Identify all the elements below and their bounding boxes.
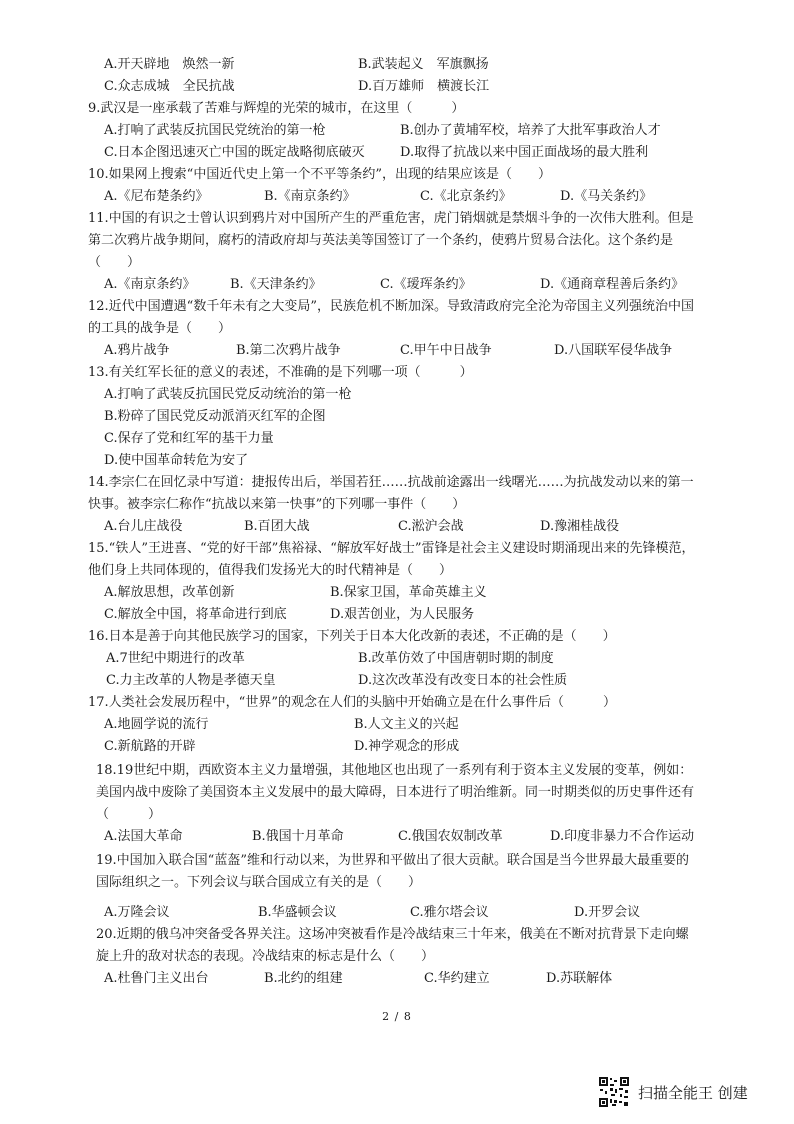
q20-option-c: C.华约建立 xyxy=(424,971,490,986)
q12-stem: 12.近代中国遭遇“数千年未有之大变局”，民族危机不断加深。导致清政府完全沦为帝国主义列强统治中国的工具的战争是（ ） xyxy=(88,299,694,336)
q10-option-row xyxy=(104,186,704,208)
q15-option-b: B.保家卫国，革命英雄主义 xyxy=(330,585,487,600)
q18-stem: 18.19世纪中期，西欧资本主义力量增强，其他地区也出现了一系列有利于资本主义发展的变革，例如：美国内战中废除了美国资本主义发展中的最大障碍，日本进行了明治维新。同一时期类似的历史事件还有（ ） xyxy=(96,763,695,822)
q20-option-b: B.北约的组建 xyxy=(264,971,343,986)
qr-code-icon xyxy=(598,1076,630,1108)
q13-option-b-row xyxy=(104,406,704,428)
q16-option-a: A.7世纪中期进行的改革 xyxy=(106,651,245,666)
q8-option-b: B.武装起义 军旗飘扬 xyxy=(358,57,489,72)
q13-option-c-row xyxy=(104,428,704,450)
q11-option-c: C.《瑷珲条约》 xyxy=(380,277,472,292)
q9-stem: 9.武汉是一座承载了苦难与辉煌的光荣的城市，在这里（ ） xyxy=(88,101,465,116)
q15-stem: 15.“铁人”王进喜、“党的好干部”焦裕禄、“解放军好战士”雷锋是社会主义建设时期涌现出来的先锋模范，他们身上共同体现的，值得我们发扬光大的时代精神是（ ） xyxy=(88,541,695,578)
q8-option-c: C.众志成城 全民抗战 xyxy=(104,79,235,94)
scanner-watermark: 扫描全能王 创建 xyxy=(638,1084,748,1102)
q15-option-c: C.解放全中国，将革命进行到底 xyxy=(104,607,287,622)
q17-option-d: D.神学观念的形成 xyxy=(354,739,460,754)
q9-option-b: B.创办了黄埔军校，培养了大批军事政治人才 xyxy=(400,123,661,138)
q20-stem: 20.近期的俄乌冲突备受各界关注。这场冲突被看作是冷战结束三十年来，俄美在不断对抗背景下走向螺旋上升的敌对状态的表现。冷战结束的标志是什么（ ） xyxy=(96,927,689,964)
q14-option-c: C.淞沪会战 xyxy=(398,519,464,534)
q8-option-d: D.百万雄师 横渡长江 xyxy=(358,79,490,94)
q17-stem: 17.人类社会发展历程中，“世界”的观念在人们的头脑中开始确立是在什么事件后（ ） xyxy=(88,695,616,710)
q16-option-c: C.力主改革的人物是孝德天皇 xyxy=(106,673,276,688)
q17-option-row-2 xyxy=(104,736,704,758)
q11-option-a: A.《南京条约》 xyxy=(104,277,196,292)
q14-option-b: B.百团大战 xyxy=(244,519,310,534)
q19-option-row xyxy=(104,902,704,924)
q19-option-d: D.开罗会议 xyxy=(574,905,641,920)
q19-stem: 19.中国加入联合国“蓝盔”维和行动以来，为世界和平做出了很大贡献。联合国是当今世界最大最重要的国际组织之一。下列会议与联合国成立有关的是（ ） xyxy=(96,853,689,890)
q13-option-b: B.粉碎了国民党反动派消灭红军的企图 xyxy=(104,409,326,424)
q12-option-row xyxy=(104,340,704,362)
q9-option-d: D.取得了抗战以来中国正面战场的最大胜利 xyxy=(400,145,649,160)
q15-option-a: A.解放思想，改革创新 xyxy=(104,585,235,600)
q11-option-b: B.《天津条约》 xyxy=(230,277,322,292)
q18-option-row xyxy=(104,826,704,848)
q10-option-d: D.《马关条约》 xyxy=(560,189,653,204)
q12-option-a: A.鸦片战争 xyxy=(104,343,170,358)
q17-option-a: A.地圆学说的流行 xyxy=(104,717,209,732)
q13-option-c: C.保存了党和红军的基干力量 xyxy=(104,431,274,446)
q11-stem: 11.中国的有识之士曾认识到鸦片对中国所产生的严重危害，虎门销烟就是禁烟斗争的一次伟大胜利。但是第二次鸦片战争期间，腐朽的清政府却与英法美等国签订了一个条约，使鸦片贸易合法化。这个条约是（ ） xyxy=(88,211,694,270)
q13-option-a: A.打响了武装反抗国民党反动统治的第一枪 xyxy=(104,387,352,402)
q20-option-d: D.苏联解体 xyxy=(546,971,613,986)
q12-option-b: B.第二次鸦片战争 xyxy=(236,343,341,358)
q14-option-a: A.台儿庄战役 xyxy=(104,519,183,534)
q19-option-b: B.华盛顿会议 xyxy=(258,905,337,920)
q19-option-a: A.万隆会议 xyxy=(104,905,170,920)
q9-option-row-1 xyxy=(104,120,704,142)
page-number: 2 / 8 xyxy=(382,1010,412,1023)
q17-option-c: C.新航路的开辟 xyxy=(104,739,196,754)
q10-option-b: B.《南京条约》 xyxy=(264,189,356,204)
q16-stem: 16.日本是善于向其他民族学习的国家，下列关于日本大化改新的表述，不正确的是（ ） xyxy=(88,629,616,644)
q18-option-a: A.法国大革命 xyxy=(104,829,183,844)
q13-option-d: D.使中国革命转危为安了 xyxy=(104,453,249,468)
q13-stem: 13.有关红军长征的意义的表述，不准确的是下列哪一项（ ） xyxy=(88,365,473,380)
q11-option-d: D.《通商章程善后条约》 xyxy=(540,277,685,292)
q14-option-row xyxy=(104,516,704,538)
q12-option-d: D.八国联军侵华战争 xyxy=(554,343,673,358)
q8-option-row-2 xyxy=(104,76,704,98)
q11-option-row xyxy=(104,274,704,296)
q20-option-row xyxy=(104,968,704,990)
q16-option-row-2 xyxy=(104,670,704,692)
q9-option-a: A.打响了武装反抗国民党统治的第一枪 xyxy=(104,123,326,138)
q18-option-c: C.俄国农奴制改革 xyxy=(398,829,503,844)
q10-stem: 10.如果网上搜索“中国近代史上第一个不平等条约”，出现的结果应该是（ ） xyxy=(88,167,551,182)
q16-option-b: B.改革仿效了中国唐朝时期的制度 xyxy=(358,651,554,666)
q8-option-row-1 xyxy=(104,54,704,76)
q9-option-row-2 xyxy=(104,142,704,164)
q18-option-b: B.俄国十月革命 xyxy=(252,829,344,844)
q16-option-d: D.这次改革没有改变日本的社会性质 xyxy=(358,673,568,688)
q15-option-d: D.艰苦创业，为人民服务 xyxy=(330,607,475,622)
q12-option-c: C.甲午中日战争 xyxy=(400,343,492,358)
q17-option-b: B.人文主义的兴起 xyxy=(354,717,459,732)
q13-option-d-row xyxy=(104,450,704,472)
q13-option-a-row xyxy=(104,384,704,406)
q9-option-c: C.日本企图迅速灭亡中国的既定战略彻底破灭 xyxy=(104,145,365,160)
q10-option-c: C.《北京条约》 xyxy=(420,189,512,204)
q19-option-c: C.雅尔塔会议 xyxy=(410,905,489,920)
q10-option-a: A.《尼布楚条约》 xyxy=(104,189,209,204)
q8-option-a: A.开天辟地 焕然一新 xyxy=(104,57,235,72)
q14-option-d: D.豫湘桂战役 xyxy=(540,519,620,534)
q18-option-d: D.印度非暴力不合作运动 xyxy=(550,829,695,844)
q14-stem: 14.李宗仁在回忆录中写道：捷报传出后，举国若狂……抗战前途露出一线曙光……为抗战发动以来的第一快事。被李宗仁称作“抗战以来第一快事”的下列哪一事件（ ） xyxy=(88,475,694,512)
q15-option-row-2 xyxy=(104,604,704,626)
q20-option-a: A.杜鲁门主义出台 xyxy=(104,971,209,986)
q17-option-row-1 xyxy=(104,714,704,736)
q15-option-row-1 xyxy=(104,582,704,604)
q16-option-row-1 xyxy=(104,648,704,670)
